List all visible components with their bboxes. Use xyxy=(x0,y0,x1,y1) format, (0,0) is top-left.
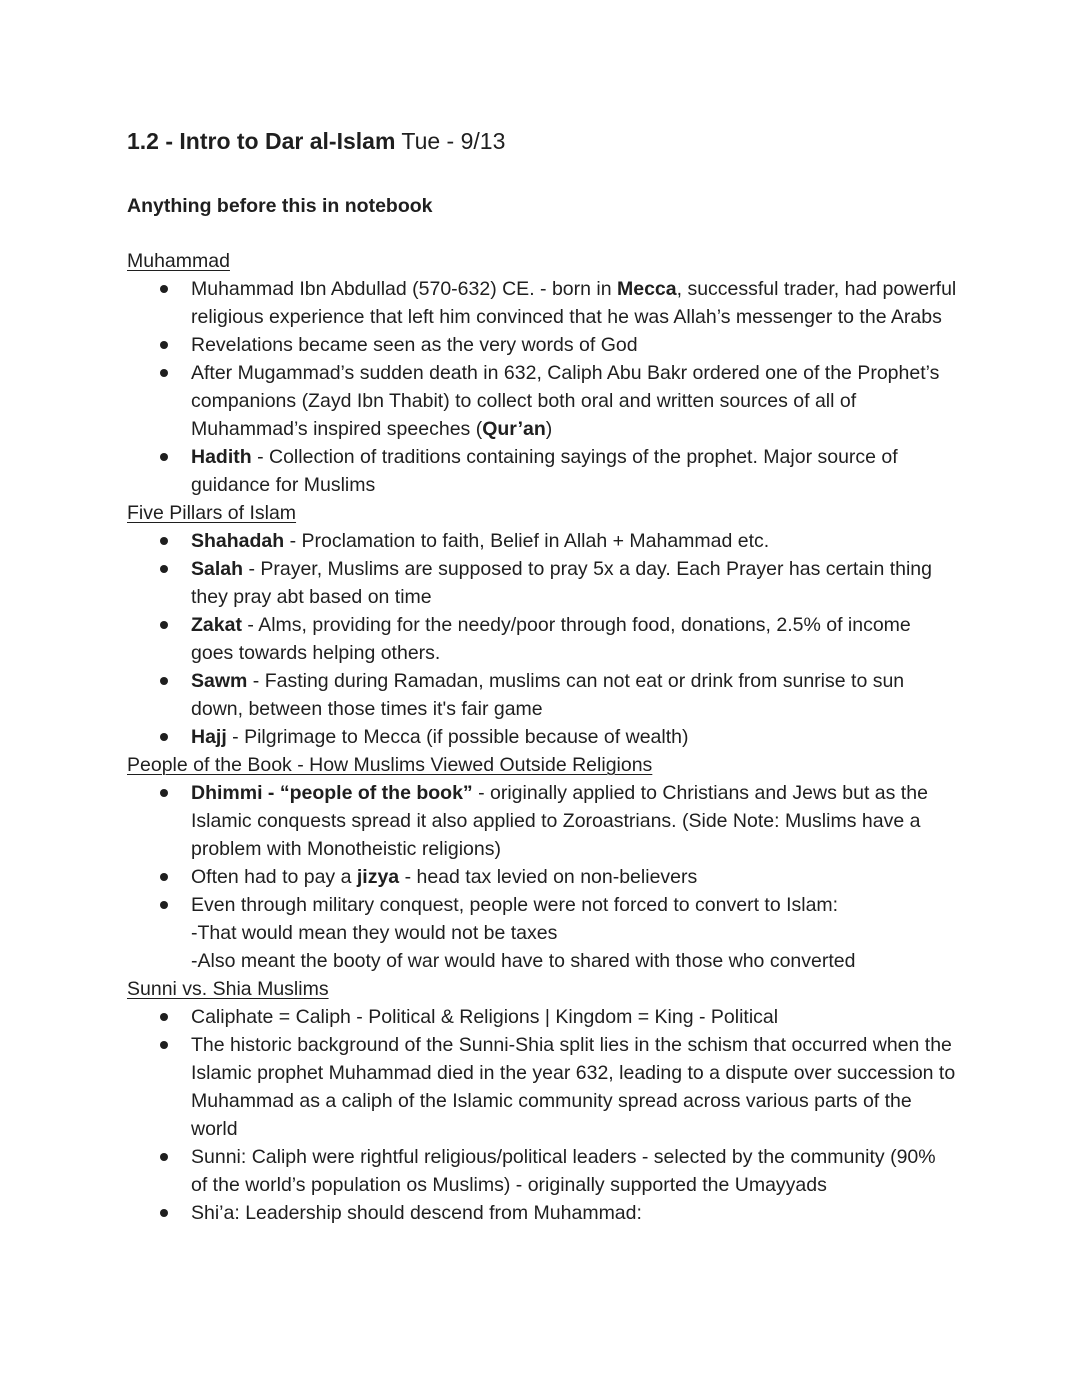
bullet-icon xyxy=(160,789,168,797)
item-text: - head tax levied on non-believers xyxy=(399,866,698,888)
bullet-list xyxy=(127,779,957,975)
bullet-icon xyxy=(160,565,168,573)
notes-body xyxy=(127,247,957,1227)
list-item xyxy=(191,1143,957,1199)
item-text: Caliphate = Caliph - Political & Religions | Kingdom = King - Political xyxy=(191,1006,779,1028)
item-text: - Fasting during Ramadan, muslims can not eat or drink from sunrise to sun down, between those times it's fair game xyxy=(191,670,905,720)
page-title xyxy=(127,125,505,157)
bold-term: Shahadah xyxy=(191,530,285,552)
bullet-icon xyxy=(160,1209,168,1217)
title-date: Tue - 9/13 xyxy=(401,128,506,154)
bold-term: Mecca xyxy=(616,278,677,300)
item-text: - Pilgrimage to Mecca (if possible because of wealth) xyxy=(226,726,689,748)
bold-term: Hajj xyxy=(191,726,227,748)
item-text: - Proclamation to faith, Belief in Allah + Mahammad etc. xyxy=(284,530,770,552)
section-heading: Five Pillars of Islam xyxy=(127,502,297,524)
bullet-icon xyxy=(160,1013,168,1021)
list-item xyxy=(191,611,957,667)
bullet-icon xyxy=(160,285,168,293)
bold-term: Qur’an xyxy=(482,418,546,440)
bullet-icon xyxy=(160,453,168,461)
list-item xyxy=(191,863,957,891)
list-item xyxy=(191,275,957,331)
bullet-icon xyxy=(160,1041,168,1049)
bullet-icon xyxy=(160,873,168,881)
item-text: Often had to pay a xyxy=(191,866,357,888)
list-item xyxy=(191,891,957,975)
bullet-list xyxy=(127,1003,957,1227)
bullet-icon xyxy=(160,733,168,741)
list-item xyxy=(191,555,957,611)
section-heading: People of the Book - How Muslims Viewed Outside Religions xyxy=(127,754,653,776)
item-text: - Prayer, Muslims are supposed to pray 5x a day. Each Prayer has certain thing they pray abt based on time xyxy=(191,558,932,608)
bold-term: Salah xyxy=(191,558,244,580)
item-text: - Alms, providing for the needy/poor through food, donations, 2.5% of income goes towards helping others. xyxy=(191,614,911,664)
bullet-icon xyxy=(160,1153,168,1161)
bullet-icon xyxy=(160,621,168,629)
bold-term: jizya xyxy=(356,866,400,888)
list-item xyxy=(191,1031,957,1143)
item-text: Revelations became seen as the very words of God xyxy=(191,334,638,356)
section-heading: Muhammad xyxy=(127,250,230,272)
sub-line: -That would mean they would not be taxes xyxy=(191,922,558,944)
bold-term: Sawm xyxy=(191,670,248,692)
item-text: Muhammad Ibn Abdullad (570-632) CE. - born in xyxy=(191,278,617,300)
bullet-icon xyxy=(160,369,168,377)
list-item xyxy=(191,1199,957,1227)
bullet-icon xyxy=(160,341,168,349)
list-item xyxy=(191,1003,957,1031)
list-item xyxy=(191,331,957,359)
item-text: - Collection of traditions containing sayings of the prophet. Major source of guidance for Muslims xyxy=(191,446,898,496)
item-text: Even through military conquest, people were not forced to convert to Islam: xyxy=(191,894,839,916)
list-item xyxy=(191,779,957,863)
item-text: Shi’a: Leadership should descend from Muhammad: xyxy=(191,1202,642,1224)
list-item xyxy=(191,443,957,499)
list-item xyxy=(191,723,957,751)
item-text: - originally applied to Christians and Jews but as the Islamic conquests spread it also applied to Zoroastrians. (Side Note: Muslims have a problem with Monotheistic religions) xyxy=(191,782,928,860)
bullet-icon xyxy=(160,677,168,685)
bullet-list xyxy=(127,527,957,751)
bold-term: Hadith xyxy=(191,446,252,468)
section-heading: Sunni vs. Shia Muslims xyxy=(127,978,329,1000)
sub-line: -Also meant the booty of war would have to shared with those who converted xyxy=(191,950,856,972)
list-item xyxy=(191,667,957,723)
item-text: , successful trader, had powerful religious experience that left him convinced that he was Allah’s messenger to the Arabs xyxy=(191,278,957,328)
item-text: The historic background of the Sunni-Shia split lies in the schism that occurred when the Islamic prophet Muhammad died in the year 632, leading to a dispute over succession to Muhammad as a caliph of the Islamic community spread across various parts of the world xyxy=(191,1034,956,1140)
item-text: Sunni: Caliph were rightful religious/political leaders - selected by the community (90% of the world’s population os Muslims) - originally supported the Umayyads xyxy=(191,1146,936,1196)
bold-term: Dhimmi - “people of the book” xyxy=(191,782,473,804)
item-text: ) xyxy=(545,418,553,440)
title-text: 1.2 - Intro to Dar al-Islam xyxy=(127,128,396,154)
bullet-icon xyxy=(160,537,168,545)
bullet-list xyxy=(127,275,957,499)
bullet-icon xyxy=(160,901,168,909)
subheading: Anything before this in notebook xyxy=(127,195,433,217)
item-text: After Mugammad’s sudden death in 632, Caliph Abu Bakr ordered one of the Prophet’s companions (Zayd Ibn Thabit) to collect both oral and written sources of all of Muhammad’s inspired speeches ( xyxy=(191,362,940,440)
list-item xyxy=(191,359,957,443)
list-item xyxy=(191,527,957,555)
bold-term: Zakat xyxy=(191,614,242,636)
